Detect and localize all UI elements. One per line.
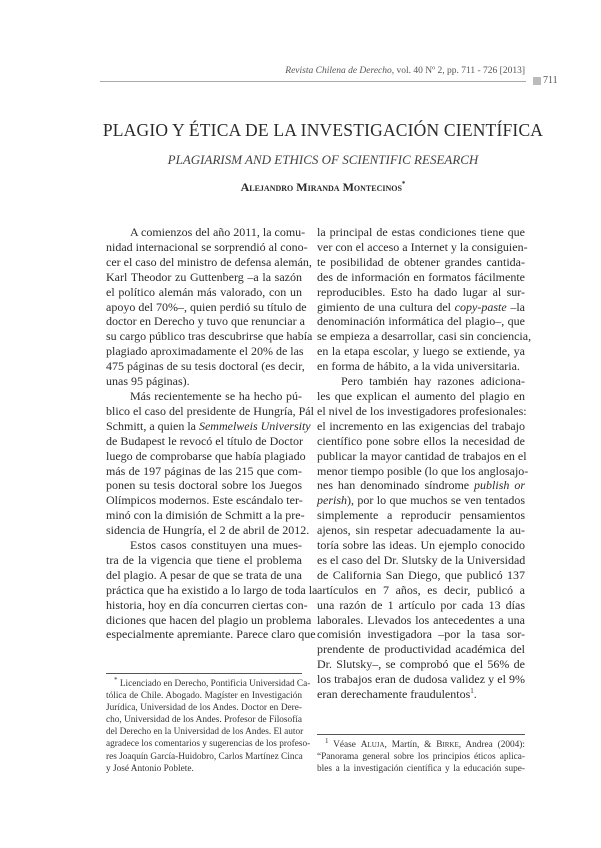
text-line	[106, 389, 302, 404]
text-run: sidencia de Hungría, el 2 de abril de 2012.	[106, 523, 310, 538]
author-name: Alejandro Miranda Montecinos	[240, 180, 402, 194]
text-run: , Andrea (2004):	[458, 740, 525, 750]
text-run: una razón de 1 artículo por cada 13 días	[317, 597, 525, 612]
text-run: 475 páginas de su tesis doctoral (es decir,	[106, 359, 305, 374]
page-number-text: 711	[543, 75, 558, 86]
text-run: .	[473, 687, 477, 702]
text-run: bles a la investigación científica y la educación supe-	[317, 764, 525, 775]
text-run: Olímpicos modernos. Este escándalo ter-	[106, 493, 303, 508]
text-run: en la etapa escolar, y luego se extiende, ya	[317, 344, 525, 359]
paragraph	[106, 675, 311, 775]
text-run: científico pone sobre ellos la necesidad de	[317, 433, 525, 448]
text-run: práctica que ha existido a lo largo de toda la	[106, 582, 318, 597]
text-line	[317, 285, 525, 300]
text-run: los trabajos eran de dudosa validez y el 9%	[317, 672, 525, 687]
text-run: Véase	[328, 740, 361, 750]
text-line	[106, 538, 302, 553]
text-line	[317, 389, 525, 404]
text-run: cho, Universidad de los Andes. Profesor de Filosofía	[106, 715, 302, 726]
text-line	[317, 434, 525, 449]
text-run: blico el caso del presidente de Hungría, Pál	[106, 403, 314, 418]
text-run: su cargo público tras descubrirse que había	[106, 329, 313, 344]
text-run: tra de la vigencia que tiene el problema	[106, 552, 302, 567]
text-run: eran derechamente fraudulentos	[317, 687, 471, 702]
text-line	[317, 763, 525, 775]
text-run: “Panorama general sobre los principios éticos aplica-	[317, 752, 525, 763]
text-line	[106, 374, 302, 389]
text-line	[317, 687, 525, 702]
text-run: ajenos, sin respetar adecuadamente la au-	[317, 523, 525, 538]
text-line	[106, 702, 302, 714]
italic-term: Semmelweis University	[198, 418, 311, 433]
footnote-rule-left	[106, 673, 302, 674]
text-run: del Derecho en la Universidad de los Andes. El autor	[106, 727, 304, 738]
text-line	[317, 613, 525, 628]
text-run: Estos casos constituyen una mues-	[130, 538, 302, 553]
text-run: Dr. Slutsky–, se comprobó que el 56% de	[317, 657, 525, 672]
text-line	[106, 553, 302, 568]
text-line	[106, 627, 316, 642]
text-run: ), por lo que muchos se ven tentados	[347, 493, 525, 508]
text-line	[317, 568, 525, 583]
citation: , vol. 40 Nº 2, pp. 711 - 726 [2013]	[391, 66, 525, 76]
paragraph	[317, 225, 532, 374]
text-line	[317, 255, 525, 270]
author-line	[0, 180, 601, 195]
text-line	[317, 583, 525, 598]
text-line	[106, 285, 302, 300]
paragraph	[106, 388, 314, 538]
text-run: luego de comprobarse que había plagiado	[106, 448, 306, 463]
paragraph	[106, 538, 318, 642]
text-line	[106, 726, 302, 738]
text-run: Karl Theodor zu Guttenberg –a la sazón	[106, 269, 302, 284]
text-line	[106, 434, 302, 449]
text-line	[317, 736, 525, 751]
text-line	[317, 359, 525, 374]
text-run: cer el caso del ministro de defensa alemán,	[106, 254, 312, 269]
text-line	[317, 329, 532, 344]
italic-term: publish or	[474, 478, 525, 493]
text-line	[106, 344, 302, 359]
text-line	[317, 344, 525, 359]
text-line	[317, 463, 529, 479]
text-run: nes han denominado síndrome	[317, 478, 475, 493]
text-run: gimiento de una cultura del	[317, 299, 455, 314]
text-run: Jurídica, Universidad de los Andes. Doctor en Dere-	[106, 703, 302, 714]
left-column	[106, 225, 318, 642]
text-run: laborales. Llevados los antecedentes a una	[317, 612, 525, 627]
paragraph	[106, 225, 313, 389]
text-run: el incremento en las exigencias del trabajo	[317, 418, 525, 433]
text-line	[106, 597, 308, 613]
text-run: des de información en formatos fácilmente	[317, 269, 525, 284]
text-run: te posibilidad de obtener grandes cantida-	[317, 254, 525, 269]
text-line	[317, 672, 525, 687]
text-run: tólica de Chile. Abogado. Magíster en Investigación	[106, 691, 302, 702]
paragraph	[317, 736, 525, 775]
text-run: , Martín, &	[384, 740, 437, 750]
text-line	[317, 374, 525, 389]
text-line	[106, 508, 305, 523]
text-run: doctor en Derecho y tuvo que renunciar a	[106, 314, 305, 329]
text-line	[106, 403, 314, 419]
text-run: apoyo del 70%–, quien perdió su título de	[106, 299, 307, 314]
text-run: ver con el acceso a Internet y la consiguien-	[317, 239, 528, 254]
text-run: toría sobre las ideas. Un ejemplo conocido	[317, 538, 525, 553]
text-line	[106, 738, 311, 750]
article-title: PLAGIO Y ÉTICA DE LA INVESTIGACIÓN CIENTÍFICA	[102, 120, 544, 140]
text-run: unas 95 páginas).	[106, 374, 190, 389]
text-run: denominación informática del plagio–, que	[317, 314, 525, 329]
journal-name: Revista Chilena de Derecho	[285, 66, 392, 76]
text-run: –la	[506, 299, 525, 314]
text-line	[317, 642, 525, 657]
text-line	[106, 612, 312, 628]
footnote-reference: 1	[325, 736, 329, 745]
text-run: Pero también hay razones adiciona-	[341, 374, 525, 389]
text-line	[317, 538, 525, 553]
italic-term: copy-paste	[454, 299, 507, 314]
text-run: de Budapest le revocó el título de Doctor	[106, 433, 303, 448]
text-run: res Joaquín García-Huidobro, Carlos Martínez Cinca	[106, 751, 303, 762]
text-run: el nivel de los investigadores profesionales:	[317, 403, 527, 418]
text-line	[106, 239, 308, 255]
text-run: en forma de hábito, a la vida universitaria.	[317, 359, 520, 374]
footnote-right	[317, 736, 525, 775]
text-line	[106, 568, 302, 583]
text-run: menor tiempo posible (lo que los anglosajo-	[317, 463, 529, 478]
author-surname: Birke	[436, 740, 459, 750]
text-line	[106, 714, 302, 726]
text-line	[317, 657, 525, 672]
text-run: prendente de productividad académica del	[317, 642, 525, 657]
text-run: ponen su tesis doctoral sobre los Juegos	[106, 478, 302, 493]
text-line	[106, 478, 302, 493]
text-line	[317, 225, 525, 240]
text-line	[106, 582, 318, 598]
text-line	[106, 225, 306, 240]
header-rule	[100, 81, 526, 82]
text-run: reproducibles. Esto ha dado lugar al sur-	[317, 284, 525, 299]
text-run: simplemente a reproducir pensamientos	[317, 508, 525, 523]
text-run: historia, hoy en día concurren ciertas con-	[106, 597, 308, 612]
right-column	[317, 225, 532, 702]
text-run: Más recientemente se ha hecho pú-	[130, 388, 302, 403]
text-line	[317, 300, 525, 315]
text-run: diciones que hacen del plagio un problema	[106, 612, 312, 627]
text-line	[106, 448, 306, 464]
page-marker-icon	[533, 77, 541, 85]
article-subtitle: PLAGIARISM AND ETHICS OF SCIENTIFIC RESEARCH	[167, 152, 479, 167]
text-line	[317, 598, 525, 613]
italic-term: perish	[317, 493, 347, 508]
text-run: comisión investigadora –por la tasa sor-	[317, 627, 525, 642]
text-run: es el caso del Dr. Slutsky de la Universidad	[317, 552, 526, 567]
text-run: Schmitt, a quien la	[106, 418, 199, 433]
text-run: publicar la mayor cantidad de trabajos en el	[317, 448, 527, 463]
text-line	[106, 690, 302, 702]
author-footnote-mark: *	[401, 180, 406, 188]
text-line	[317, 419, 525, 434]
text-run: A comienzos del año 2011, la comu-	[130, 225, 306, 239]
text-line	[106, 418, 311, 434]
text-line	[317, 478, 525, 493]
text-run: el político alemán más valorado, con un	[106, 284, 302, 299]
text-line	[317, 314, 525, 329]
text-line	[106, 329, 313, 344]
footnote-reference: *	[114, 675, 118, 684]
text-run: artículos en 7 años, es decir, publicó a	[317, 582, 525, 597]
text-line	[106, 763, 302, 775]
text-line	[106, 464, 302, 479]
author-surname: Aluja	[360, 740, 385, 750]
text-run: especialmente apremiante. Parece claro que	[106, 627, 316, 642]
footnote-rule-right	[317, 734, 525, 735]
text-run: del plagio. A pesar de que se trata de una	[106, 567, 302, 582]
text-line	[106, 299, 307, 315]
text-run: minó con la dimisión de Schmitt a la pre-	[106, 508, 305, 523]
text-run: plagiado aproximadamente el 20% de las	[106, 344, 304, 359]
text-line	[317, 404, 525, 419]
text-line	[317, 553, 525, 568]
text-line	[106, 359, 305, 374]
text-line	[317, 449, 525, 464]
text-run: y José Antonio Poblete.	[106, 763, 194, 774]
running-header	[285, 66, 525, 76]
text-line	[317, 751, 525, 763]
text-run: nidad internacional se sorprendió al cono-	[106, 239, 308, 254]
text-run: les que explican el aumento del plagio en	[317, 388, 525, 403]
paragraph	[317, 374, 529, 702]
text-line	[317, 270, 525, 285]
footnote-left	[106, 675, 311, 775]
text-run: la principal de estas condiciones tiene que	[317, 225, 525, 239]
text-run: agradece los comentarios y sugerencias de los profeso-	[106, 739, 311, 750]
page-number	[533, 75, 558, 86]
text-line	[106, 751, 302, 763]
text-run: de California San Diego, que publicó 137	[317, 567, 525, 582]
text-run: más de 197 páginas de las 215 que com-	[106, 463, 302, 478]
text-line	[317, 627, 525, 642]
text-line	[106, 523, 310, 538]
text-line	[317, 239, 528, 255]
text-line	[106, 493, 302, 508]
text-line	[106, 314, 305, 329]
text-line	[317, 523, 525, 538]
text-run: se empieza a desarrollar, casi sin conciencia,	[317, 329, 532, 344]
text-line	[106, 270, 302, 285]
text-line	[106, 254, 312, 270]
text-line	[317, 508, 525, 523]
text-run: Licenciado en Derecho, Pontificia Universidad Ca-	[117, 679, 311, 689]
text-line	[317, 493, 525, 508]
text-line	[106, 675, 311, 690]
footnote-reference: 1	[470, 687, 474, 696]
